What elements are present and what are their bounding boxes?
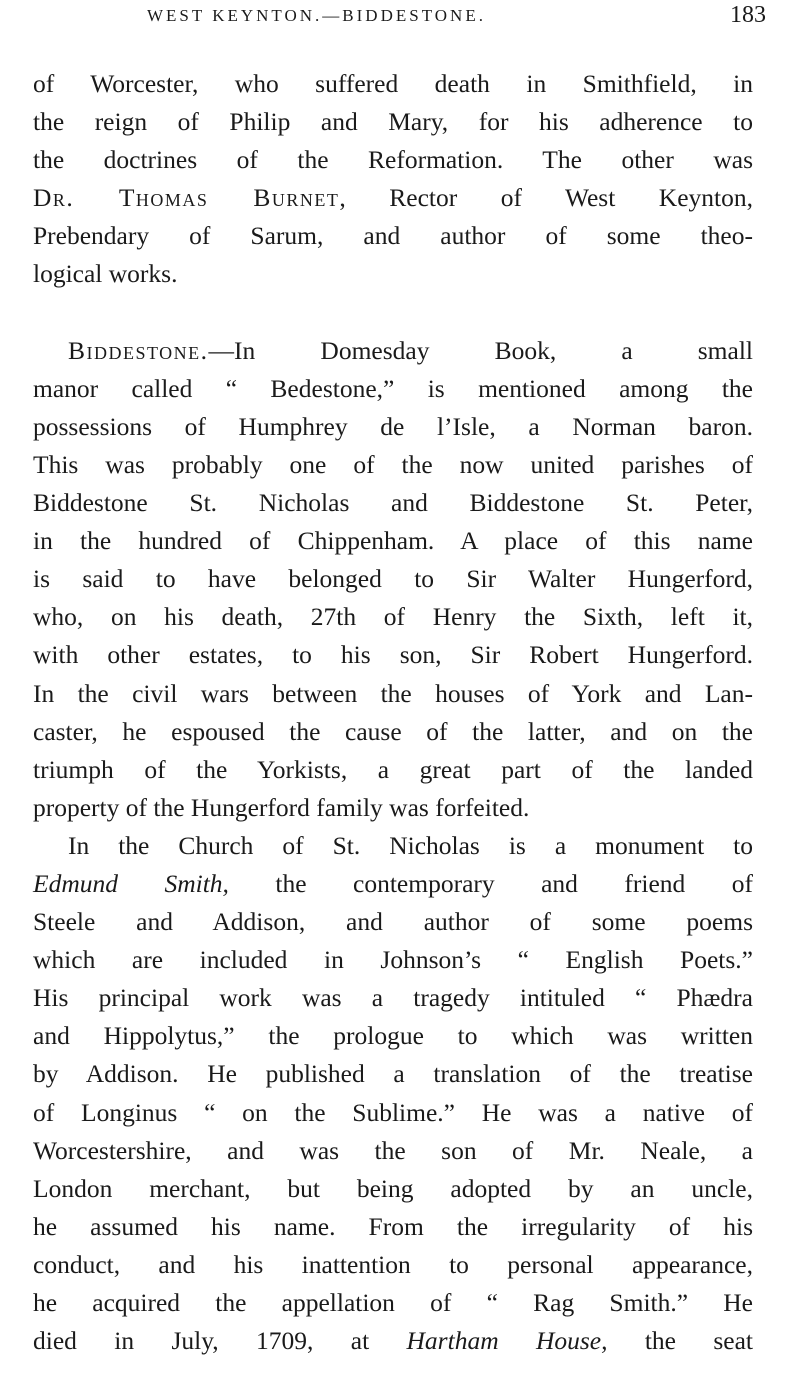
text-segment: triumph of the Yorkists, a great part of the landed [33, 754, 753, 784]
text-segment: conduct, and his inattention to personal appearance, [33, 1249, 753, 1279]
paragraph [33, 65, 753, 294]
text-line [33, 1094, 753, 1132]
text-segment: Worcestershire, and was the son of Mr. Neale, a [33, 1135, 753, 1165]
text-segment: logical works. [33, 259, 178, 289]
text-segment: property of the Hungerford family was forfeited. [33, 792, 530, 822]
text-line [33, 1208, 753, 1246]
text-segment: Biddestone St. Nicholas and Biddestone St. Peter, [33, 488, 753, 518]
page-number: 183 [730, 2, 766, 28]
text-segment: he assumed his name. From the irregularity of his [33, 1211, 753, 1241]
text-line [33, 941, 753, 979]
text-segment: in the hundred of Chippenham. A place of this name [33, 526, 753, 556]
text-segment: , Rector of West Keynton, [339, 183, 753, 213]
text-line [33, 446, 753, 484]
text-line [33, 751, 753, 789]
text-line [33, 560, 753, 598]
body-text [33, 65, 753, 1360]
text-line [33, 598, 753, 636]
text-line [33, 636, 753, 674]
running-header [0, 2, 800, 32]
paragraph [33, 827, 753, 1360]
text-line [33, 65, 753, 103]
text-line [33, 675, 753, 713]
text-line [33, 179, 753, 217]
text-segment: and Hippolytus,” the prologue to which was written [33, 1021, 753, 1051]
text-segment: the reign of Philip and Mary, for his adherence to [33, 107, 753, 137]
text-line [33, 103, 753, 141]
small-caps-name: Biddestone. [68, 335, 209, 365]
small-caps-name: Dr. Thomas Burnet [33, 183, 340, 213]
text-segment: of Longinus “ on the Sublime.” He was a native of [33, 1097, 753, 1127]
text-line [33, 1132, 753, 1170]
text-segment: who, on his death, 27th of Henry the Sixth, left it, [33, 602, 753, 632]
text-segment: he acquired the appellation of “ Rag Smith.” He [33, 1288, 753, 1317]
text-line [33, 1170, 753, 1208]
text-line [33, 1246, 753, 1284]
text-line [33, 1055, 753, 1093]
text-line [33, 1017, 753, 1055]
text-line [33, 1284, 753, 1322]
text-line [33, 484, 753, 522]
text-segment: —In Domesday Book, a small [208, 335, 753, 365]
text-segment: by Addison. He published a translation of the treatise [33, 1059, 753, 1089]
text-line [33, 865, 753, 903]
text-line [33, 713, 753, 751]
text-segment: is said to have belonged to Sir Walter Hungerford, [33, 564, 753, 594]
italic-text: Hartham House, [406, 1326, 608, 1356]
italic-text: Edmund Smith, [33, 868, 229, 898]
text-segment: In the Church of St. Nicholas is a monument to [68, 830, 753, 860]
text-segment: the contemporary and friend of [228, 868, 754, 898]
text-segment: the doctrines of the Reformation. The other was [33, 145, 753, 175]
text-segment: possessions of Humphrey de l’Isle, a Norman baron. [33, 411, 753, 441]
text-segment: London merchant, but being adopted by an uncle, [33, 1173, 753, 1203]
text-line [33, 522, 753, 560]
text-line [33, 408, 753, 446]
text-line [33, 255, 753, 293]
paragraph-gap [33, 294, 753, 332]
text-line [33, 141, 753, 179]
text-line [33, 370, 753, 408]
text-line [33, 332, 753, 370]
running-title: WEST KEYNTON.—BIDDESTONE. [147, 6, 486, 25]
text-segment: Steele and Addison, and author of some poems [33, 907, 753, 937]
text-segment: of Worcester, who suffered death in Smithfield, in [33, 69, 753, 98]
text-segment: This was probably one of the now united parishes of [33, 449, 753, 479]
text-segment: manor called “ Bedestone,” is mentioned among the [33, 373, 753, 403]
text-line [33, 827, 753, 865]
paragraph [33, 332, 753, 827]
text-segment: died in July, 1709, at [33, 1326, 407, 1356]
text-segment: with other estates, to his son, Sir Robert Hungerford. [33, 640, 753, 670]
text-segment: the seat [607, 1326, 754, 1356]
text-line [33, 789, 753, 827]
text-line [33, 979, 753, 1017]
text-segment: which are included in Johnson’s “ English Poets.” [33, 945, 753, 975]
text-segment: Prebendary of Sarum, and author of some theo- [33, 221, 753, 251]
text-segment: In the civil wars between the houses of York and Lan- [33, 678, 753, 708]
text-line [33, 903, 753, 941]
text-segment: caster, he espoused the cause of the latter, and on the [33, 716, 753, 746]
text-line [33, 217, 753, 255]
text-segment: His principal work was a tragedy intituled “ Phædra [33, 983, 753, 1013]
text-line [33, 1322, 753, 1360]
